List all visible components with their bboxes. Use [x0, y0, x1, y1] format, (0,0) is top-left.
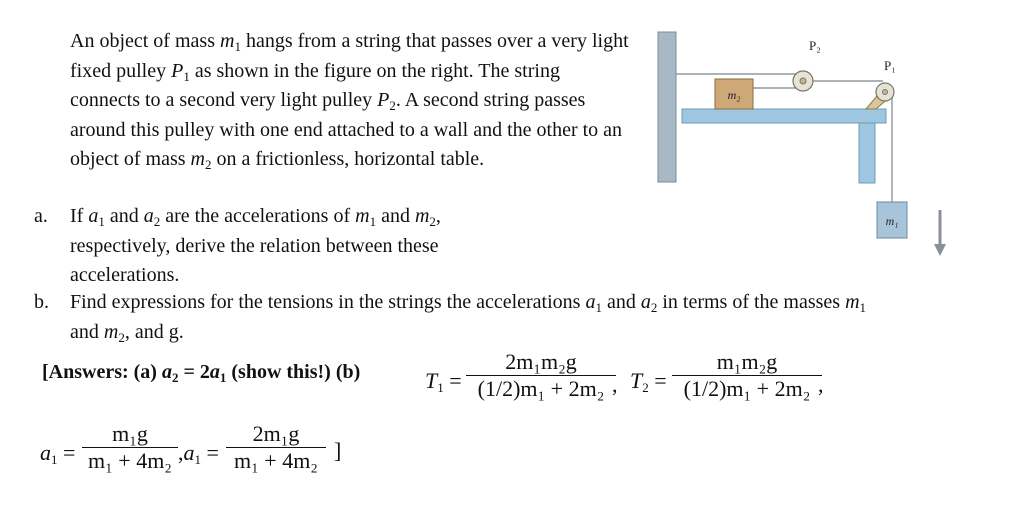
subscript: 1 — [194, 452, 201, 467]
var-m: m — [845, 291, 860, 313]
var-a: a — [640, 291, 651, 313]
block-m1-label: m₁ — [885, 214, 899, 228]
var-T: T — [425, 368, 438, 393]
answers-prefix: [Answers: (a) — [42, 361, 162, 383]
part-a-text-1: If — [70, 205, 89, 227]
intro-text-3: as shown in the figure on the right. The string connects to a second very light pulley — [70, 59, 560, 111]
T1-comma: , — [612, 372, 618, 397]
subscript: 2 — [429, 214, 436, 229]
T2-denominator: (1/2)m₁ + 2m₂ — [683, 376, 811, 401]
equals: = — [443, 368, 462, 393]
T1-numerator: 2m₁m₂g — [505, 349, 577, 374]
var-a: a — [585, 291, 596, 313]
var-a: a — [143, 205, 154, 227]
subscript: 1 — [437, 380, 444, 395]
var-a: a — [88, 205, 99, 227]
pulley-p1-label: P₁ — [884, 58, 896, 73]
answers-line — [42, 358, 360, 387]
var-m: m — [355, 205, 370, 227]
var-m: m — [414, 205, 430, 227]
part-a-text — [70, 202, 540, 291]
subscript: 2 — [153, 214, 161, 229]
intro-text-2: hangs from a string that passes over a very light fixed pulley — [70, 30, 629, 82]
block-m2-label: m₂ — [727, 88, 741, 102]
table-leg — [859, 123, 875, 183]
var-P: P — [171, 59, 184, 82]
intro-text-5: on a frictionless, horizontal table. — [211, 148, 485, 170]
var-T: T — [630, 368, 643, 393]
a1b-label — [178, 440, 219, 466]
intro-paragraph — [70, 27, 630, 175]
comma: , — [178, 440, 184, 465]
part-b-text-2: and — [601, 291, 641, 313]
pulley-p2-label: P₂ — [809, 38, 821, 53]
part-b-text-3: in terms of the masses — [657, 291, 846, 313]
T1-fraction — [466, 349, 616, 402]
subscript: 2 — [650, 300, 658, 315]
var-P: P — [377, 89, 390, 111]
pulley-p2-hub — [800, 78, 806, 84]
part-a-text-3: are the accelerations of — [160, 205, 356, 227]
intro-text-1: An object of mass — [70, 30, 220, 52]
equals: = — [201, 440, 219, 465]
T2-numerator: m₁m₂g — [716, 349, 778, 374]
subscript: 1 — [859, 300, 867, 315]
a1-denominator: m₁ + 4m₂ — [88, 448, 172, 473]
subscript: 2 — [171, 370, 179, 385]
intro-text-4: . A second string passes around this pulley with one end attached to a wall and the other to an object of mass — [70, 89, 623, 170]
subscript: 1 — [51, 452, 58, 467]
var-a: a — [40, 440, 51, 465]
a1-numerator: m₁g — [112, 421, 148, 446]
var-m: m — [103, 320, 119, 343]
equals: = — [57, 440, 76, 465]
subscript: 1 — [369, 214, 377, 229]
subscript: 1 — [219, 370, 227, 385]
subscript: 2 — [389, 98, 396, 113]
var-a: a — [209, 361, 220, 383]
subscript: 2 — [204, 157, 212, 172]
subscript: 1 — [98, 214, 105, 229]
T1-label — [425, 368, 462, 394]
down-arrow-icon — [934, 244, 946, 256]
var-m: m — [190, 148, 205, 170]
part-a-text-2: and — [104, 205, 144, 227]
a1-fraction — [82, 421, 178, 474]
answers-eq-a: = 2 — [178, 361, 210, 383]
answers-show: (show this!) (b) — [226, 361, 361, 383]
a1b-fraction — [226, 421, 326, 474]
part-a-marker: a. — [34, 205, 48, 227]
pulley-p1-hub — [883, 90, 888, 95]
equals: = — [648, 368, 667, 393]
part-a-text-5: , respectively, derive the relation between these accelerations. — [70, 205, 441, 286]
wall — [658, 32, 676, 182]
part-b-text-1: Find expressions for the tensions in the strings the accelerations — [70, 291, 586, 313]
var-a: a — [161, 361, 172, 383]
T2-label — [630, 368, 667, 394]
part-b-text-5: , and g. — [124, 320, 184, 343]
var-m: m — [219, 30, 235, 52]
subscript: 1 — [183, 68, 190, 84]
table-top — [682, 109, 886, 123]
T1-denominator: (1/2)m₁ + 2m₂ — [477, 376, 605, 401]
subscript: 2 — [118, 329, 125, 345]
part-b-text — [70, 288, 1020, 347]
pulley-figure — [656, 30, 966, 262]
subscript: 1 — [595, 300, 602, 315]
a1b-denominator: m₁ + 4m₂ — [234, 448, 318, 473]
a1b-numerator: 2m₁g — [252, 421, 300, 446]
part-b-text-4: and — [70, 320, 104, 343]
part-a-text-4: and — [376, 205, 415, 227]
T2-comma: , — [818, 372, 824, 397]
T2-fraction — [672, 349, 822, 402]
a1-label — [40, 440, 75, 466]
part-b-marker: b. — [34, 291, 49, 313]
subscript: 1 — [234, 39, 241, 54]
var-a: a — [183, 440, 195, 465]
closing-bracket: ] — [334, 438, 342, 463]
subscript: 2 — [642, 380, 649, 395]
